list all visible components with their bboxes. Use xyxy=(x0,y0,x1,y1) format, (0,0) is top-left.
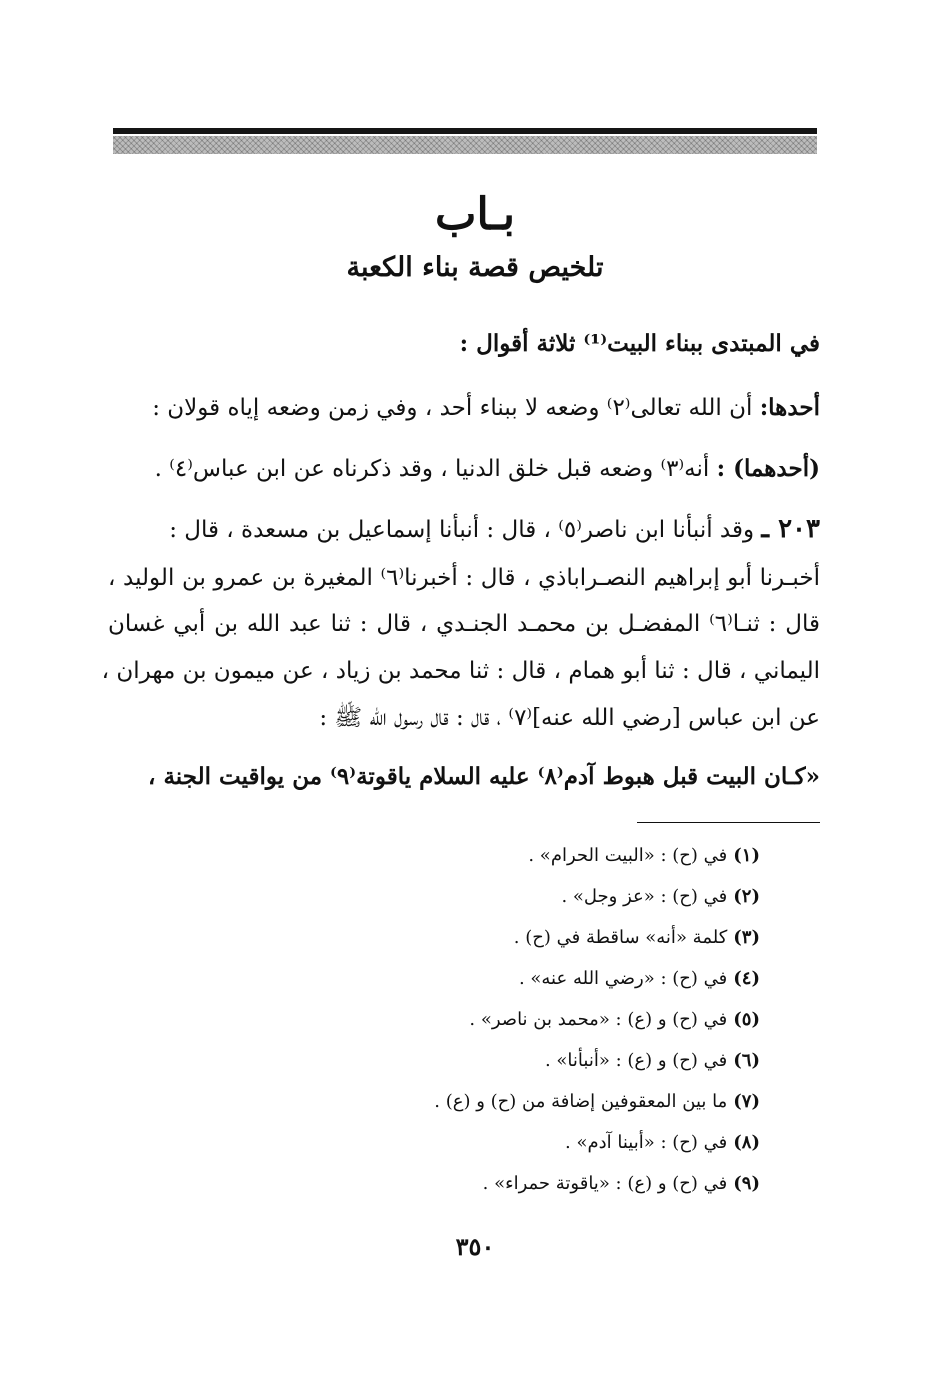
footnote-item xyxy=(528,843,760,869)
intro-line: في المبتدى ببناء البيت⁽¹⁾ ثلاثة أقوال : xyxy=(459,330,820,357)
footnote-item xyxy=(561,884,760,910)
first-opinion-line xyxy=(152,391,820,425)
hadith-number: ٢٠٣ ـ xyxy=(761,514,820,544)
footnote-item xyxy=(565,1130,760,1156)
header-decorative-band xyxy=(113,136,817,154)
footnote-number: (٩) xyxy=(733,1173,760,1194)
footnote-item xyxy=(545,1048,760,1074)
isnad-line-4: اليماني ، قال : ثنا أبو همام ، قال : ثنا محمد بن زياد ، عن ميمون بن مهران ، xyxy=(101,658,820,684)
header-rule xyxy=(113,128,817,134)
footnote-number: (٥) xyxy=(733,1009,760,1030)
isnad-line-1: وقد أنبأنا ابن ناصر⁽٥⁾ ، قال : أنبأنا إسماعيل بن مسعدة ، قال : xyxy=(169,517,755,543)
first-sub-opinion-label: (أحدهما) : xyxy=(716,455,820,482)
footnote-text: في (ح) و (ع) : «محمد بن ناصر» . xyxy=(469,1009,728,1030)
isnad-line-3: قال : ثنـا⁽٦⁾ المفضـل بن محمـد الجنـدي ، قال : ثنا عبد الله بن أبي غسان xyxy=(108,611,820,637)
footnote-item xyxy=(519,966,760,992)
footnote-number: (١) xyxy=(733,845,760,866)
footnote-number: (٨) xyxy=(733,1132,760,1153)
footnote-item xyxy=(483,1171,760,1197)
footnote-text: في (ح) : «البيت الحرام» . xyxy=(528,845,728,866)
footnote-item xyxy=(469,1007,760,1033)
footnote-item xyxy=(514,925,760,951)
footnote-number: (٤) xyxy=(733,968,760,989)
footnote-text: في (ح) و (ع) : «أنبأنا» . xyxy=(544,1050,728,1071)
hadith-first-line xyxy=(169,512,820,547)
footnote-text: كلمة «أنه» ساقطة في (ح) . xyxy=(513,927,728,948)
footnote-text: في (ح) : «رضي الله عنه» . xyxy=(518,968,728,989)
footnote-number: (٢) xyxy=(733,886,760,907)
chapter-title: بـاب xyxy=(435,189,515,240)
footnote-text: ما بين المعقوفين إضافة من (ح) و (ع) . xyxy=(434,1091,728,1112)
first-opinion-label: أحدها: xyxy=(759,394,820,421)
footnote-text: في (ح) : «عز وجل» . xyxy=(561,886,728,907)
page-number: ٣٥٠ xyxy=(455,1232,495,1261)
footnote-number: (٦) xyxy=(733,1050,760,1071)
footnote-separator xyxy=(637,822,820,823)
isnad-line-2: أخبـرنا أبو إبراهيم النصـراباذي ، قال : أخبرنا⁽٦⁾ المغيرة بن عمرو بن الوليد ، xyxy=(108,565,820,591)
footnote-text: في (ح) : «أبينا آدم» . xyxy=(565,1132,728,1153)
footnote-text: في (ح) و (ع) : «ياقوتة حمراء» . xyxy=(482,1173,728,1194)
footnote-number: (٣) xyxy=(733,927,760,948)
first-opinion-text: أن الله تعالى⁽٢⁾ وضعه لا ببناء أحد ، وفي زمن وضعه إياه قولان : xyxy=(152,395,753,421)
footnote-number: (٧) xyxy=(733,1091,760,1112)
footnote-item xyxy=(434,1089,760,1115)
first-sub-opinion-text: أنه⁽٣⁾ وضعه قبل خلق الدنيا ، وقد ذكرناه عن ابن عباس⁽٤⁾ . xyxy=(154,456,710,482)
matn-line: «كـان البيت قبل هبوط آدم⁽٨⁾ عليه السلام ياقوتة⁽٩⁾ من يواقيت الجنة ، xyxy=(148,763,820,790)
first-sub-opinion-line xyxy=(155,452,820,486)
chapter-subtitle: تلخيص قصة بناء الكعبة xyxy=(346,252,604,283)
isnad-line-5: عن ابن عباس [رضي الله عنه]⁽٧⁾ ، قال : قال رسول الله ﷺ : xyxy=(319,705,820,731)
